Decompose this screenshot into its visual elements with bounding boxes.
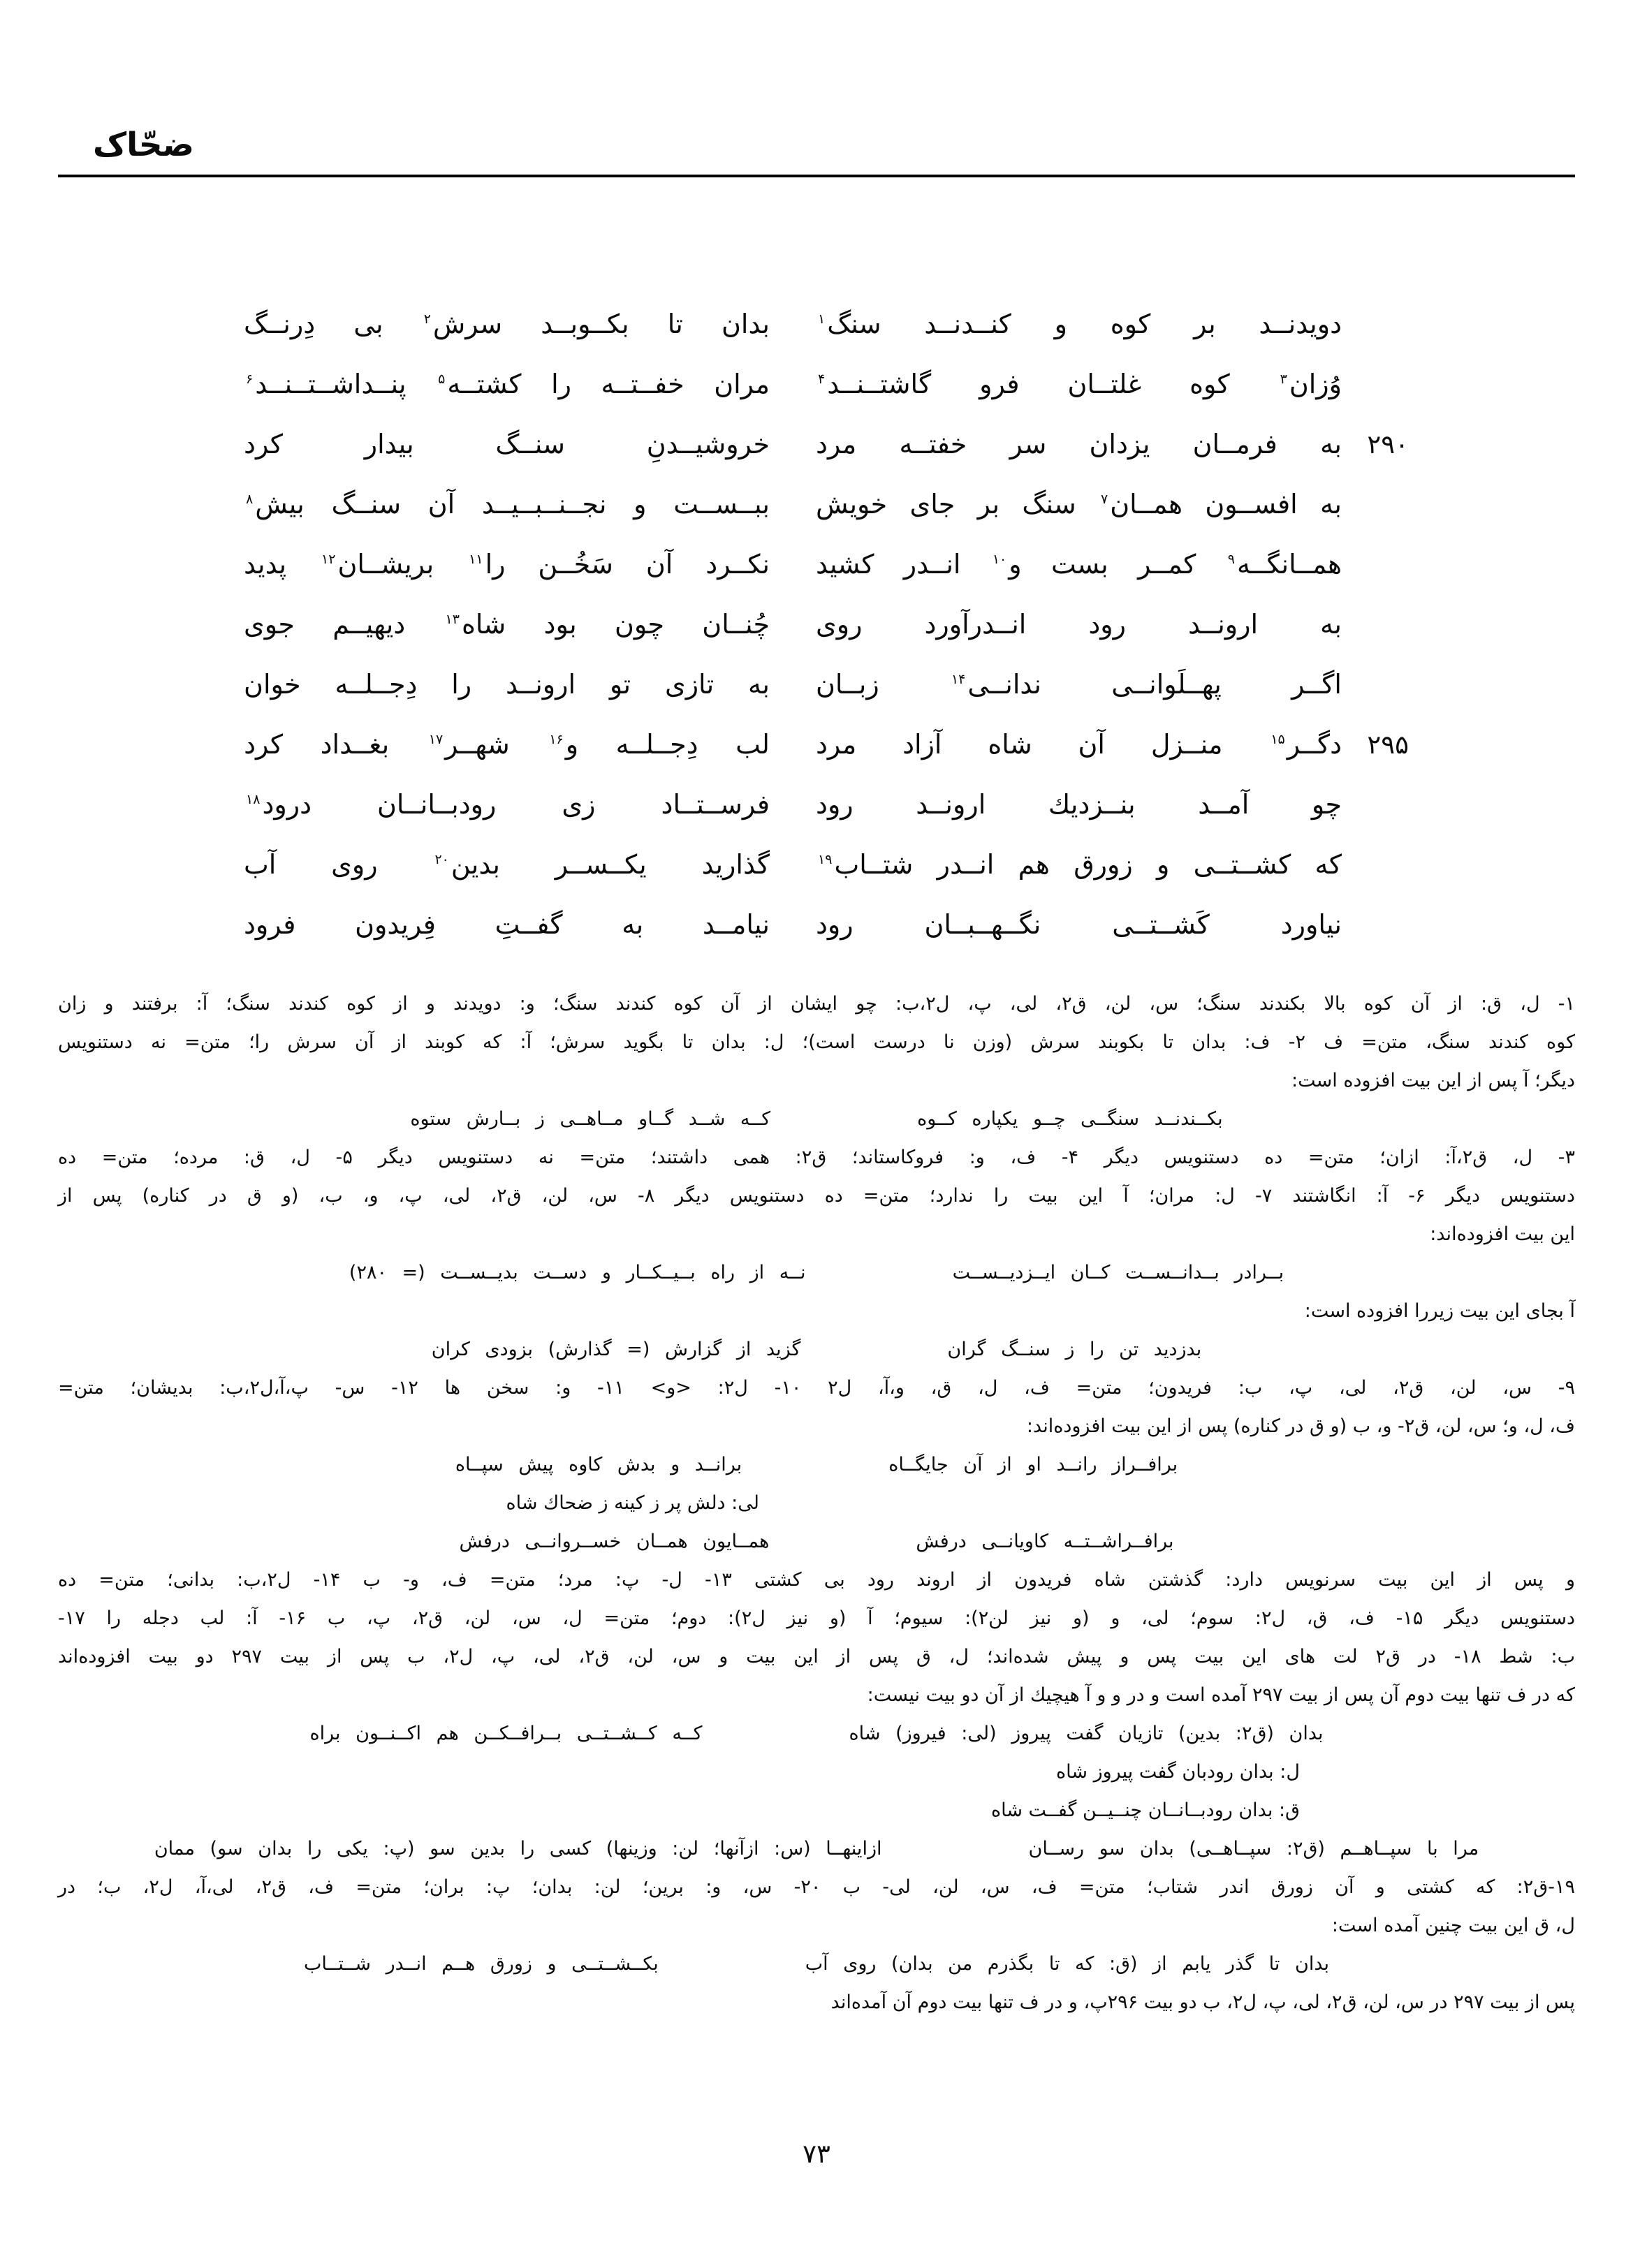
- word: یزدان: [1089, 429, 1150, 460]
- apparatus-hemistich: ازاینهــا (س: ازآنها؛ لن: وزینها) کسی را بدین سو (پ: یکی را بدان سو) ممان: [154, 1838, 882, 1860]
- word: کرد: [244, 729, 284, 760]
- hemistich-second: [244, 909, 770, 940]
- footnote-marker: ۱۶: [549, 732, 564, 748]
- word: نیاورد: [1280, 909, 1342, 941]
- word: اگــر: [1291, 669, 1342, 700]
- footnote-marker: ۱۱: [469, 552, 483, 568]
- apparatus-line: ف، ل، و؛ س، لن، ق۲- و، ب (و ق در کناره) پس از این بیت افزوده‌اند:: [1026, 1415, 1575, 1438]
- page-header: [58, 126, 1575, 177]
- apparatus-verse: [58, 1522, 1575, 1561]
- word: نکــرد: [705, 549, 770, 580]
- word: دِجــلــه: [335, 669, 418, 700]
- word: آن: [1078, 729, 1105, 760]
- footnote-marker: ۱۰: [992, 552, 1007, 568]
- word: جوی: [244, 609, 295, 640]
- apparatus-hemistich: گزید از گزارش (= گذارش) بزودی کران: [431, 1339, 801, 1361]
- word: سر: [1009, 429, 1047, 460]
- footnote-marker: ۱۳: [445, 612, 460, 628]
- apparatus-line: ق: بدان رودبــانــان چنــیــن گفــت شاه: [990, 1799, 1300, 1822]
- word: به: [1320, 489, 1342, 520]
- hemistich-first: [816, 729, 1342, 760]
- word: فرمــان: [1192, 429, 1277, 460]
- apparatus-line: ب: شط ۱۸- در ق۲ لت های این بیت پس و پیش شده‌اند؛ ل، ق پس از این بیت و س، لن، ق۲، لی، پ، ل۲، ب پس از بیت ۲۹۷ دو بیت افزوده‌اند: [58, 1646, 1575, 1668]
- apparatus-hemistich: نــه از راه بــیــکــار و دســت بدیــســت (= ۲۸۰): [349, 1262, 806, 1284]
- word: پدید: [244, 549, 287, 580]
- word: نیامــد: [702, 909, 770, 941]
- word: زورق: [1074, 849, 1133, 881]
- word: همــان$^۷$: [1099, 489, 1182, 520]
- word: را: [451, 669, 472, 700]
- footnote-marker: ۲: [423, 311, 431, 327]
- word: ارونــد: [916, 789, 986, 820]
- word: نجــنــبــیــد: [481, 489, 607, 520]
- word: کشــتــی: [1193, 849, 1291, 881]
- apparatus-hemistich: کــه شــد گــاو مــاهــی ز بــارش ستوه: [410, 1108, 771, 1131]
- verse-row: [244, 309, 1409, 369]
- word: ارونــد: [506, 669, 576, 700]
- word: دیهیــم: [332, 609, 406, 640]
- word: سنــگ: [331, 489, 402, 520]
- hemistich-first: [816, 849, 1342, 880]
- word: و: [1157, 849, 1170, 881]
- word: چون: [614, 609, 664, 640]
- apparatus-hemistich: برافــراز رانــد او از آن جایگــاه: [888, 1454, 1178, 1476]
- word: مران: [714, 369, 770, 400]
- apparatus-verse: [58, 1945, 1575, 1983]
- word: تو: [609, 669, 631, 700]
- word: انــدرآورد: [924, 609, 1027, 640]
- hemistich-second: [244, 549, 770, 580]
- word: بریشــان$^{۱۲}$: [319, 549, 434, 580]
- word: پهــلَوانــی: [1111, 669, 1222, 700]
- apparatus-verse: [58, 1100, 1575, 1138]
- hemistich-first: [816, 489, 1342, 520]
- word: بدان: [722, 309, 770, 340]
- word: آن: [645, 549, 673, 580]
- apparatus-verse: [58, 1445, 1575, 1484]
- apparatus-verse: [58, 1714, 1575, 1753]
- word: بغــداد: [320, 729, 390, 760]
- hemistich-second: [244, 309, 770, 339]
- word: رود: [1088, 609, 1126, 640]
- word: شاه$^{۱۳}$: [444, 609, 506, 640]
- apparatus-hemistich: همــایون همــان خســروانــی درفش: [459, 1531, 770, 1553]
- word: کمــر: [1138, 549, 1196, 580]
- word: شاه: [988, 729, 1032, 760]
- hemistich-first: [816, 609, 1342, 640]
- footnote-marker: ۱: [818, 311, 826, 327]
- word: سنــگ: [495, 429, 566, 460]
- footnote-marker: ۱۹: [818, 852, 833, 868]
- footnote-marker: ۲۰: [434, 852, 449, 868]
- hemistich-second: [244, 849, 770, 880]
- verse-row: [244, 369, 1409, 429]
- apparatus-line: و پس از این بیت سرنویس دارد: گذشتن شاه فریدون از اروند رود بی کشتی ۱۳- ل- پ: مرد؛ متن= ف، و- ب ۱۴- ل۲،ب: بدانی؛ متن= ده: [58, 1569, 1575, 1591]
- footnote-marker: ۱۲: [321, 552, 336, 568]
- apparatus-hemistich: بــرادر بــدانــســت کــان ایــزدیــســت: [952, 1262, 1284, 1284]
- word: هم: [1018, 849, 1050, 881]
- word: انــدر: [903, 549, 961, 580]
- apparatus-hemistich: بدان (ق۲: بدین) تازیان گفت پیروز (لی: فیروز) شاه: [849, 1723, 1324, 1745]
- word: زبــان: [816, 669, 879, 700]
- word: آزاد: [902, 729, 942, 760]
- word: فرو: [979, 369, 1020, 400]
- word: و$^{۱۶}$: [547, 729, 578, 760]
- word: دِرنــگ: [244, 309, 316, 340]
- word: به: [1320, 429, 1342, 460]
- word: جای: [909, 489, 955, 520]
- word: دِجــلــه: [615, 729, 698, 760]
- footnote-marker: ۹: [1227, 552, 1235, 568]
- hemistich-second: [244, 609, 770, 640]
- word: کنــدنــد: [924, 309, 1011, 340]
- hemistich-second: [244, 429, 770, 459]
- word: را$^{۱۱}$: [467, 549, 505, 580]
- apparatus-line: ل، ق این بیت چنین آمده است:: [1331, 1915, 1575, 1937]
- word: روی: [816, 609, 863, 640]
- verse-row: [244, 729, 1409, 789]
- apparatus-hemistich: برانــد و بدش کاوه پیش سپــاه: [455, 1454, 742, 1476]
- verse-number: ۲۹۰: [1367, 429, 1409, 460]
- apparatus-line: که در ف تنها بیت دوم آن پس از بیت ۲۹۷ آمده است و در و و آ هیچیك از آن دو بیت نیست:: [867, 1684, 1575, 1707]
- apparatus-line: ۹- س، لن، ق۲، لی، پ، ب: فریدون؛ متن= ف، ل، ق، و،آ، ل۲ ۱۰- ل۲: <و> ۱۱- و: سخن ها ۱۲- س- پ،آ،ل۲،ب: بدیشان؛ متن=: [58, 1377, 1575, 1399]
- hemistich-first: [816, 369, 1342, 399]
- word: را: [551, 369, 571, 400]
- apparatus-hemistich: بدزدید تن را ز سنــگ گران: [947, 1339, 1202, 1361]
- hemistich-first: [816, 549, 1342, 580]
- hemistich-second: [244, 669, 770, 700]
- word: بر: [977, 489, 1000, 520]
- apparatus-line: این بیت افزوده‌اند:: [1430, 1223, 1575, 1246]
- word: بکــوبــد: [541, 309, 629, 340]
- word: خویش: [816, 489, 888, 520]
- hemistich-second: [244, 729, 770, 760]
- word: ندانــی$^{۱۴}$: [949, 669, 1041, 700]
- word: چو: [1311, 789, 1342, 820]
- word: یکــســر: [555, 849, 647, 881]
- hemistich-first: [816, 909, 1342, 940]
- apparatus-hemistich: برافــراشــتــه کاویانــی درفش: [916, 1531, 1174, 1553]
- verse-row: [244, 489, 1409, 549]
- word: آمــد: [1198, 789, 1250, 820]
- word: کشتــه$^۵$: [436, 369, 521, 399]
- word: کرد: [244, 429, 284, 460]
- verse-row: [244, 549, 1409, 609]
- word: گذارید: [701, 849, 770, 881]
- word: فرســتــاد: [661, 789, 770, 820]
- word: به: [622, 909, 644, 941]
- apparatus-line: ۱۹-ق۲: که کشتی و آن زورق اندر شتاب؛ متن= ف، س، لن، لی- ب ۲۰- س، و: برین؛ لن: بدان؛ پ: بران؛ متن= ف، ق۲، لی،آ، ل۲، ب؛ در: [58, 1876, 1575, 1899]
- apparatus-line: ل: بدان رودبان گفت پیروز شاه: [1056, 1761, 1300, 1783]
- word: روی: [331, 849, 378, 881]
- verse-row: [244, 849, 1409, 909]
- apparatus-hemistich: کــه کــشــتــی بــرافــکــن هم اکــنــون براه: [309, 1723, 703, 1745]
- word: چُنــان: [702, 609, 770, 640]
- word: مرد: [816, 429, 857, 460]
- footnote-marker: ۱۴: [951, 672, 966, 688]
- poem-section: [58, 309, 1575, 969]
- apparatus-hemistich: بکــندنــد سنگــی چــو یکپاره کــوه: [917, 1108, 1223, 1131]
- word: کوه: [1189, 369, 1230, 400]
- apparatus-line: کوه کندند سنگ، متن= ف ۲- ف: بدان تا بکوبند سرش (وزن نا درست است)؛ ل: بدان تا بگوید سرش؛ آ: که کوبند از آن سرش را؛ متن= نه دستنویس: [58, 1031, 1575, 1054]
- word: وُزان$^۳$: [1278, 369, 1342, 399]
- word: آب: [244, 849, 277, 881]
- word: همــانگــه$^۹$: [1226, 549, 1342, 580]
- apparatus-line: دستنویس دیگر ۶- آ: انگاشتند ۷- ل: مران؛ آ این بیت را ندارد؛ متن= ده دستنویس دیگر ۸- س، لن، ق۲، لی، پ، و، ب، (و ق در کناره) پس از: [58, 1185, 1575, 1207]
- word: بود: [543, 609, 577, 640]
- footnote-marker: ۶: [246, 371, 254, 388]
- hemistich-second: [244, 489, 770, 520]
- apparatus-hemistich: مرا با سپــاهــم (ق۲: سپــاهــی) بدان سو رســان: [1028, 1838, 1479, 1860]
- word: ارونــد: [1188, 609, 1259, 640]
- word: بیدار: [364, 429, 414, 460]
- word: سنگ$^۱$: [816, 309, 881, 339]
- word: خوان: [244, 669, 301, 700]
- verse-row: [244, 909, 1409, 969]
- word: کوه: [1110, 309, 1151, 340]
- verse-row: [244, 609, 1409, 669]
- word: رود: [816, 909, 854, 941]
- footnote-marker: ۱۷: [428, 732, 444, 748]
- apparatus-verse: [58, 1253, 1575, 1292]
- word: غلتــان: [1067, 369, 1142, 400]
- apparatus-hemistich: بدان تا گذر یابم از (ق: که تا بگذرم من بدان) روی آب: [805, 1953, 1330, 1975]
- word: کشید: [816, 549, 874, 580]
- word: رودبــانــان: [377, 789, 497, 820]
- apparatus-line: دیگر؛ آ پس از این بیت افزوده است:: [1291, 1070, 1575, 1092]
- word: شهــر$^{۱۷}$: [427, 729, 510, 760]
- word: خروشیــدنِ: [646, 429, 770, 460]
- apparatus-line: پس از بیت ۲۹۷ در س، لن، ق۲، لی، پ، ل۲، ب دو بیت ۲۹۶پ، و در ف تنها بیت دوم آن آمده‌اند: [830, 1991, 1575, 2014]
- word: بر: [1194, 309, 1216, 340]
- apparatus-hemistich: بکــشــتــی و زورق هــم انــدر شــتــاب: [303, 1953, 659, 1975]
- verse-number: ۲۹۵: [1367, 730, 1409, 760]
- apparatus-verse: [58, 1829, 1575, 1868]
- footnote-marker: ۱۵: [1270, 732, 1285, 748]
- footnote-marker: ۸: [246, 492, 254, 508]
- page-footer: [58, 2139, 1575, 2169]
- hemistich-second: [244, 369, 770, 399]
- word: پنــداشــتــنــد$^۶$: [244, 369, 407, 399]
- apparatus-section: [58, 985, 1575, 2022]
- word: آن: [427, 489, 455, 520]
- word: تا: [667, 309, 683, 340]
- word: رود: [816, 789, 854, 820]
- apparatus-line: ۳- ل، ق۲،آ: ازان؛ متن= ده دستنویس دیگر ۴- ف، و: فروکاستاند؛ ق۲: همی داشتند؛ متن= نه دستنویس دیگر ۵- ل، ق: مرده؛ متن= ده: [58, 1147, 1575, 1169]
- word: دگــر$^{۱۵}$: [1268, 729, 1342, 760]
- header-rule: [58, 175, 1575, 177]
- apparatus-line: ۱- ل، ق: از آن کوه بالا بکندند سنگ؛ س، لن، ق۲، لی، پ، ل۲،ب: چو ایشان از آن کوه کندند سنگ؛ و: دویدند و از کوه کندند سنگ؛ آ: برفتند و زان: [58, 993, 1575, 1015]
- footnote-marker: ۴: [818, 371, 826, 388]
- word: تازی: [664, 669, 715, 700]
- footnote-marker: ۷: [1101, 492, 1108, 508]
- word: لب: [735, 729, 770, 760]
- word: مرد: [816, 729, 857, 760]
- word: ببــســت: [673, 489, 770, 520]
- word: فرود: [244, 909, 296, 941]
- word: بنــزدیك: [1048, 789, 1136, 820]
- word: به: [748, 669, 770, 700]
- hemistich-first: [816, 429, 1342, 459]
- chapter-title: ضحّاک: [93, 126, 195, 164]
- word: منــزل: [1150, 729, 1223, 760]
- word: انــدر: [937, 849, 995, 881]
- word: سَخُــن: [538, 549, 613, 580]
- footnote-marker: ۱۸: [246, 792, 261, 808]
- word: بدین$^{۲۰}$: [432, 849, 499, 880]
- verse-row: [244, 429, 1409, 489]
- word: فِریدون: [355, 909, 436, 941]
- verse-row: [244, 669, 1409, 729]
- word: بی: [353, 309, 383, 340]
- apparatus-line: لی: دلش پر ز کینه ز ضحاك شاه: [506, 1492, 759, 1515]
- word: بست: [1050, 549, 1108, 580]
- apparatus-line: آ بجای این بیت زیررا افزوده است:: [1304, 1300, 1575, 1323]
- word: گاشتــنــد$^۴$: [816, 369, 931, 399]
- word: که: [1315, 849, 1342, 881]
- word: زی: [562, 789, 596, 820]
- word: شتــاب$^{۱۹}$: [816, 849, 913, 880]
- word: خفــتــه: [601, 369, 684, 400]
- hemistich-first: [816, 789, 1342, 820]
- page-number: ۷۳: [803, 2139, 830, 2170]
- word: دویدنــد: [1259, 309, 1342, 340]
- word: کَشــتــی: [1112, 909, 1210, 941]
- apparatus-verse: [58, 1330, 1575, 1369]
- word: و: [634, 489, 647, 520]
- word: و$^{۱۰}$: [990, 549, 1022, 580]
- word: افســون: [1205, 489, 1298, 520]
- footnote-marker: ۳: [1280, 371, 1287, 388]
- apparatus-line: دستنویس دیگر ۱۵- ف، ق، ل۲: سوم؛ لی، و (و نیز لن۲): سیوم؛ آ (و نیز ل۲): دوم؛ متن= ل، س، لن، ق۲، پ، ب ۱۶- آ: لب دجله را ۱۷-: [58, 1607, 1575, 1630]
- word: خفتــه: [899, 429, 967, 460]
- verse-row: [244, 789, 1409, 849]
- word: بیش$^۸$: [244, 489, 305, 520]
- hemistich-second: [244, 789, 770, 820]
- word: گفــتِ: [495, 909, 563, 941]
- word: سنگ: [1022, 489, 1076, 520]
- footnote-marker: ۵: [438, 371, 446, 388]
- hemistich-first: [816, 669, 1342, 700]
- hemistich-first: [816, 309, 1342, 339]
- word: درود$^{۱۸}$: [244, 789, 312, 820]
- word: و: [1054, 309, 1067, 340]
- word: سرش$^۲$: [422, 309, 502, 339]
- word: نگــهــبــان: [924, 909, 1041, 941]
- word: به: [1320, 609, 1342, 640]
